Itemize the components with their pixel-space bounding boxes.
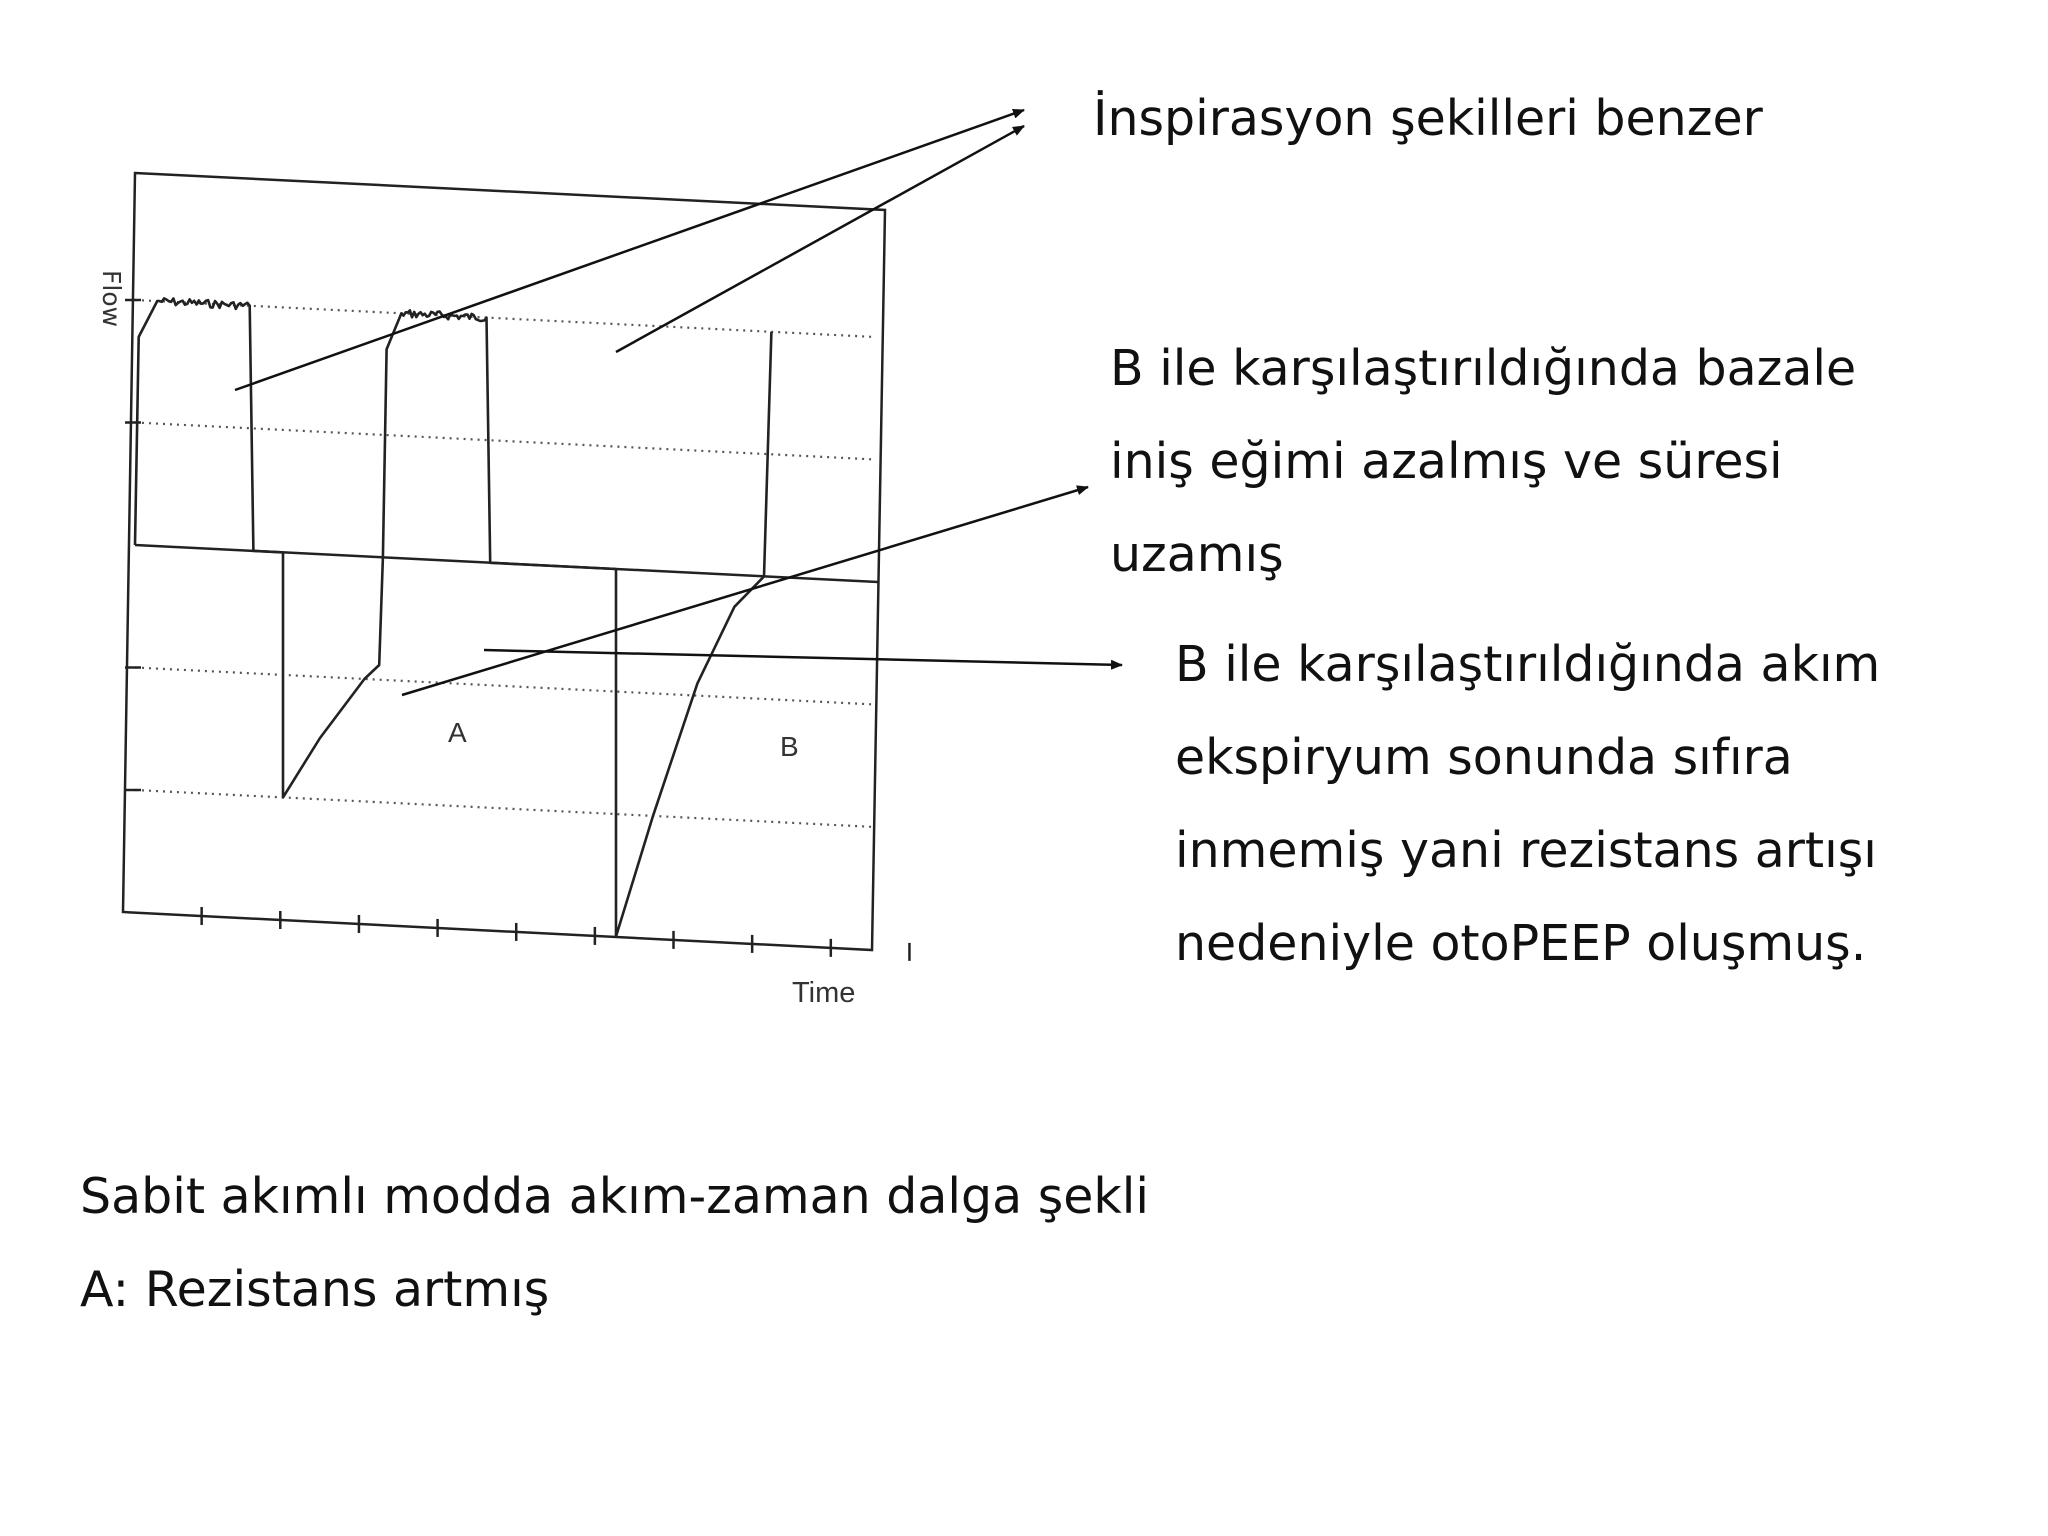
note-autopeep xyxy=(1175,618,1880,990)
note-line: ekspiryum sonunda sıfıra xyxy=(1175,729,1793,786)
caption-line: A: Rezistans artmış xyxy=(80,1261,550,1318)
note-line: B ile karşılaştırıldığında bazale xyxy=(1110,340,1857,397)
note-line: B ile karşılaştırıldığında akım xyxy=(1175,636,1881,693)
x-axis-label: Time xyxy=(792,977,856,1009)
note-line: inmemiş yani rezistans artışı xyxy=(1175,822,1877,879)
figure-caption xyxy=(80,1150,1149,1336)
series-label-a: A xyxy=(448,717,467,748)
note-slope-reduced xyxy=(1110,322,1856,601)
caption-line: Sabit akımlı modda akım-zaman dalga şekli xyxy=(80,1168,1150,1225)
y-axis-label: Flow xyxy=(97,270,126,328)
note-line: uzamış xyxy=(1110,526,1284,583)
note-line: nedeniyle otoPEEP oluşmuş. xyxy=(1175,915,1867,972)
note-line: İnspirasyon şekilleri benzer xyxy=(1093,90,1763,147)
note-inspiration-similar xyxy=(1093,72,1763,165)
series-label-b: B xyxy=(780,731,799,762)
note-line: iniş eğimi azalmış ve süresi xyxy=(1110,433,1783,490)
chart-frame xyxy=(123,173,885,950)
